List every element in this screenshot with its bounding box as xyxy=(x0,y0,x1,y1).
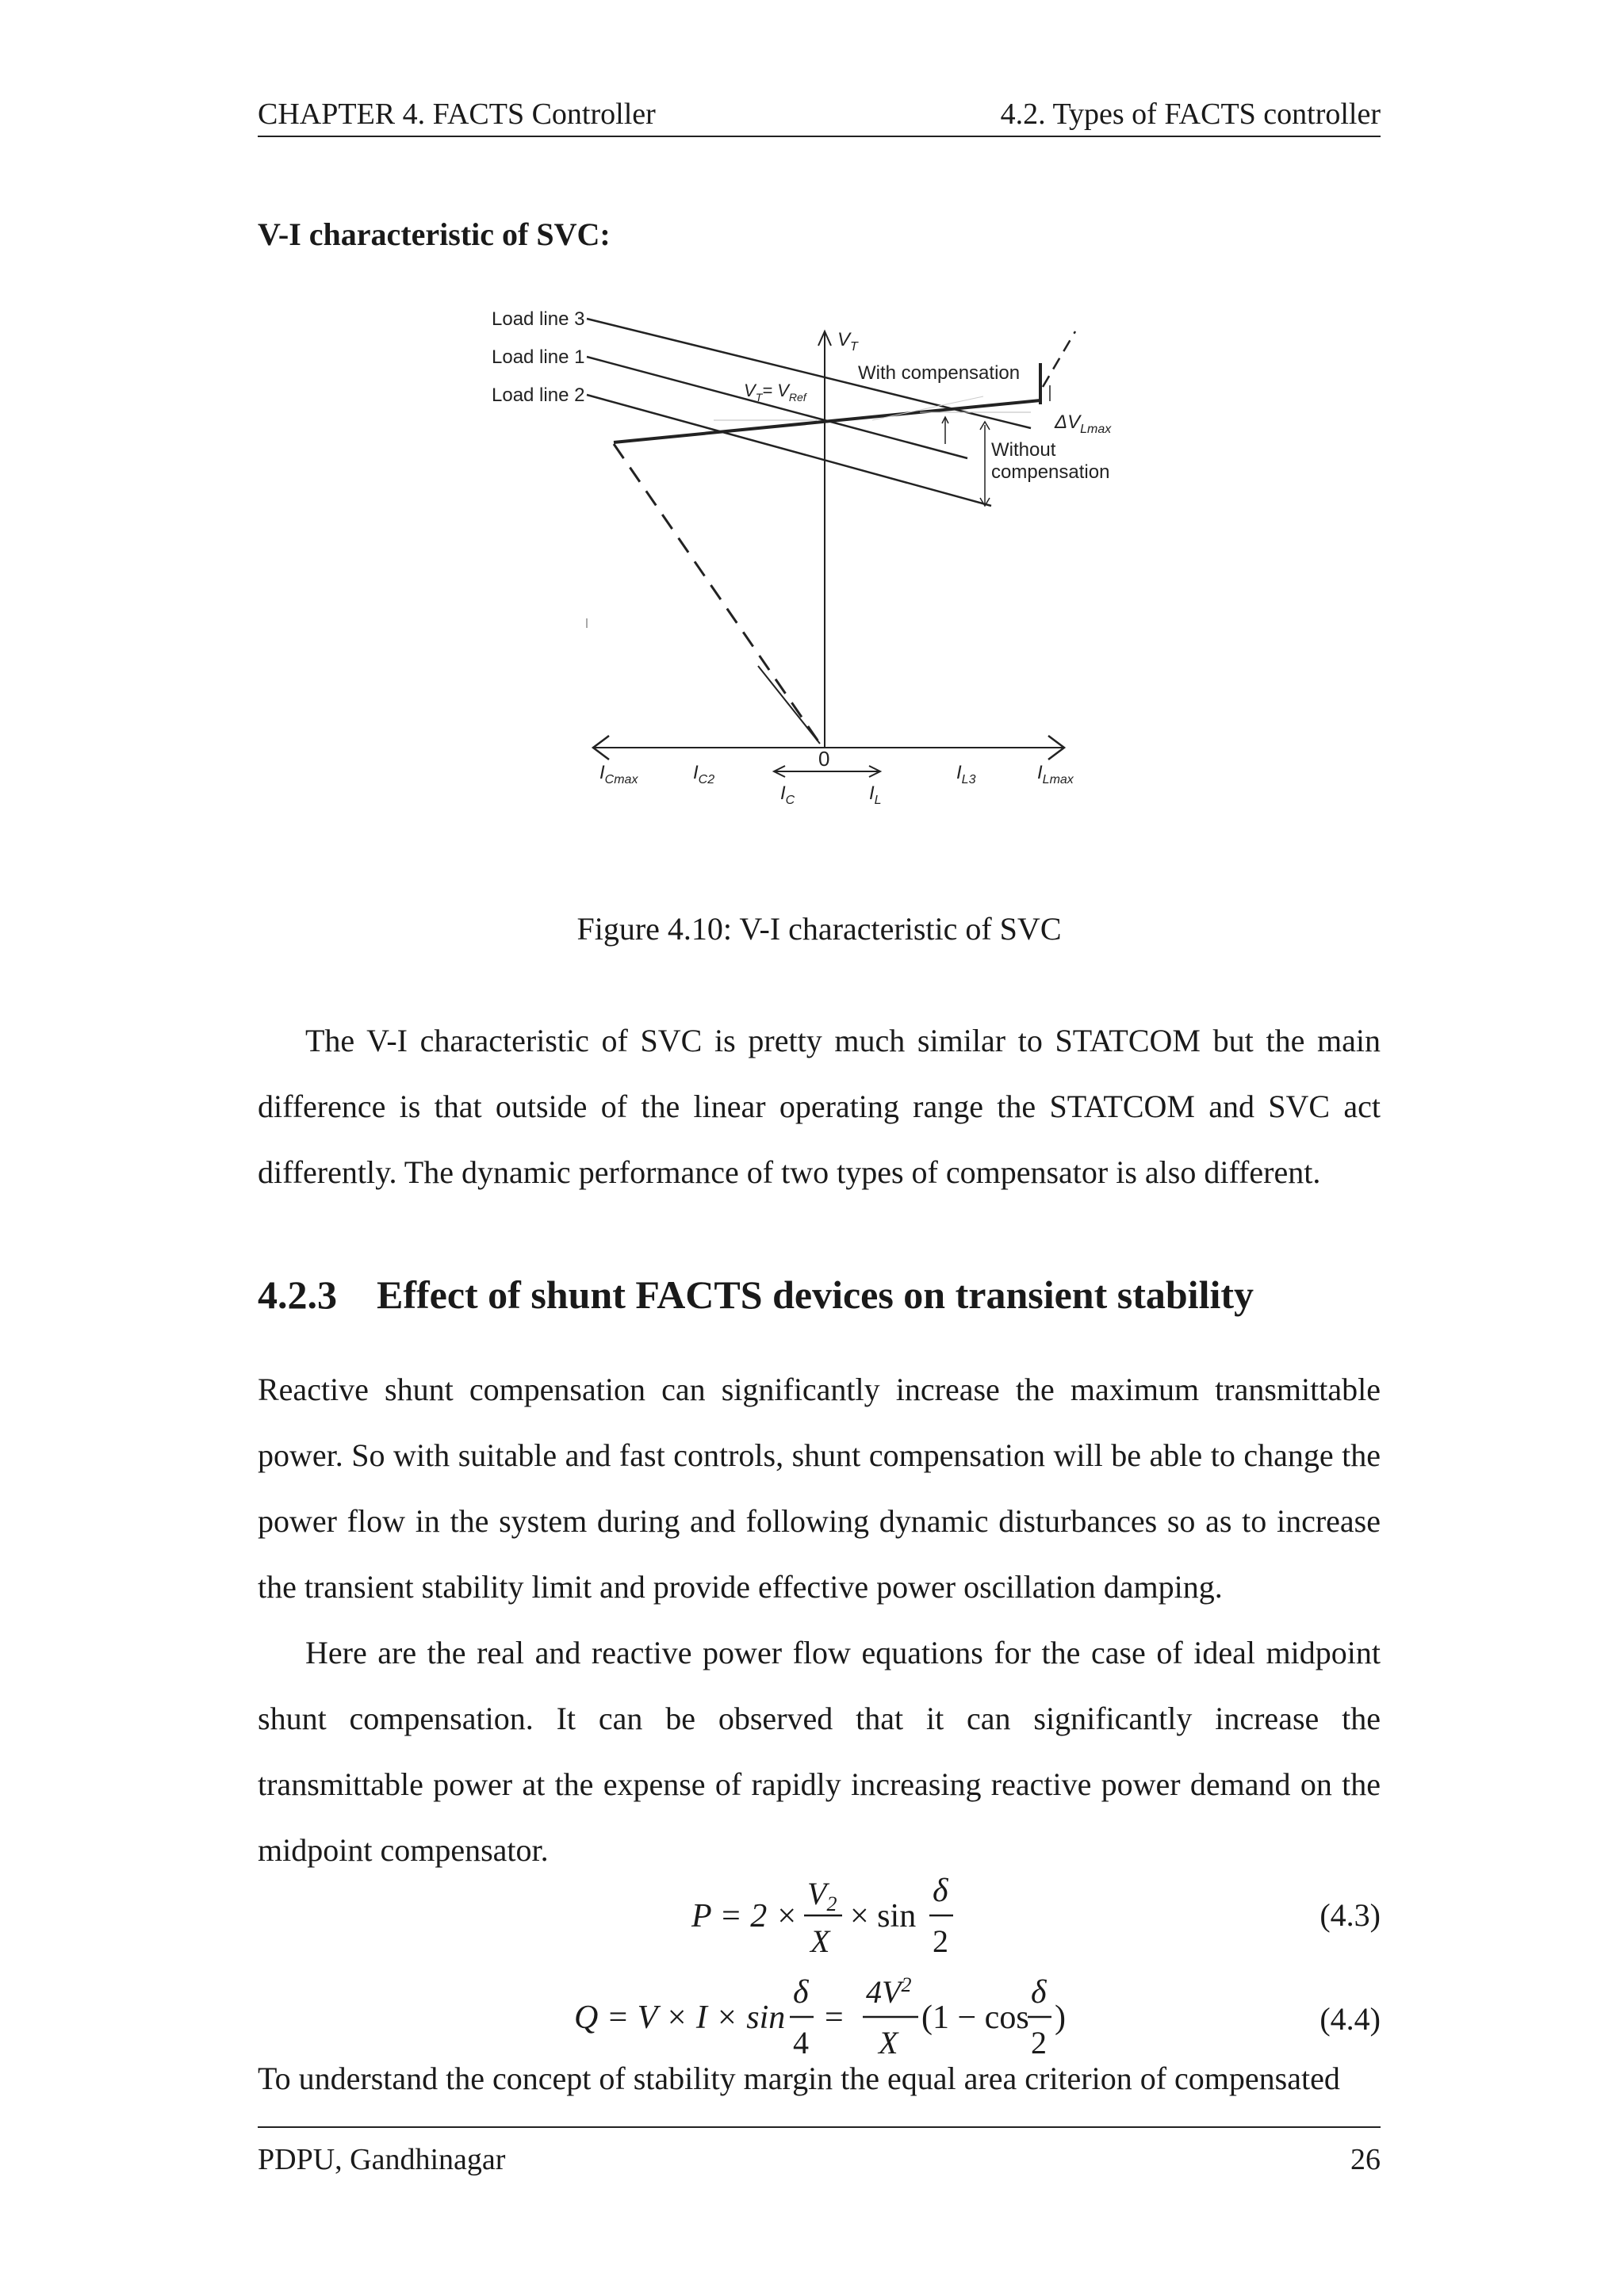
figure-caption: Figure 4.10: V-I characteristic of SVC xyxy=(576,911,1062,947)
svg-text:X: X xyxy=(810,1923,830,1959)
svg-text:2: 2 xyxy=(933,1923,948,1959)
svc-characteristic-line xyxy=(614,400,1040,442)
figure-heading: V-I characteristic of SVC: xyxy=(258,216,611,252)
svg-text:X: X xyxy=(879,2025,898,2061)
section-number: 4.2.3 xyxy=(258,1272,337,1317)
label-ilmax: $I_{Lmax}$ xyxy=(1037,762,1074,786)
svg-text:δ: δ xyxy=(933,1873,948,1909)
svg-text:Without xyxy=(991,439,1056,461)
equation-number-4-4: (4.4) xyxy=(1320,2001,1381,2037)
label-without-compensation-2: compensation xyxy=(991,461,1110,483)
label-zero: 0 xyxy=(818,747,830,771)
svg-text:δ: δ xyxy=(793,1974,809,2011)
svg-text:compensation xyxy=(991,461,1109,483)
label-load-line-2: Load line 2 xyxy=(492,385,585,406)
label-delta-vlmax: $\Delta V_{Lmax}$ xyxy=(1055,411,1112,436)
label-with-compensation: With compensation xyxy=(858,362,1021,384)
vi-characteristic-figure xyxy=(444,285,1189,809)
paragraph-svc-vs-statcom: The V-I characteristic of SVC is pretty much similar to STATCOM but the main difference is that outside of the linear operating range the STATCOM and SVC act differently. The dynamic performance of two types of compensator is also different. xyxy=(258,1023,1381,1190)
svg-text:4: 4 xyxy=(793,2025,809,2061)
section-heading xyxy=(258,1272,1254,1318)
footer-institution: PDPU, Gandhinagar xyxy=(258,2143,506,2176)
header-rule xyxy=(258,136,1381,137)
label-il3: $I_{L3}$ xyxy=(956,762,976,786)
capacitive-limit-dashed xyxy=(614,444,820,744)
svg-text:=: = xyxy=(825,1999,844,2036)
svg-text:× sin: × sin xyxy=(850,1898,917,1934)
label-vt-eq-vref: $V_T= V_{Ref}$ xyxy=(744,381,806,404)
svg-text:Load line 2 xyxy=(492,385,584,406)
svg-text:Load line 3 xyxy=(492,308,584,330)
equation-4-3 xyxy=(666,1863,1078,1966)
label-ic2: $I_{C2}$ xyxy=(693,762,715,786)
svg-text:(1 − cos: (1 − cos xyxy=(921,1999,1029,2036)
svg-text:With compensation xyxy=(858,362,1020,384)
label-vt: $V_T$ xyxy=(837,329,858,354)
paragraph-power-flow-equations: Here are the real and reactive power flow equations for the case of ideal midpoint shunt compensation. It can be observed that it can significantly increase the transmittable power at the expense of rapidly increasing reactive power demand on the midpoint compensator. xyxy=(258,1635,1381,1868)
paragraph-shunt-compensation: Reactive shunt compensation can significantly increase the maximum transmittable power. So with suitable and fast controls, shunt compensation will be able to change the power flow in the system during and following dynamic disturbances so as to increase the transient stability limit and provide effective power oscillation damping. xyxy=(258,1372,1381,1605)
svg-text:2: 2 xyxy=(1031,2025,1047,2061)
section-title: Effect of shunt FACTS devices on transient stability xyxy=(377,1272,1254,1317)
running-header-section: 4.2. Types of FACTS controller xyxy=(1000,98,1381,131)
svg-text:): ) xyxy=(1055,1999,1066,2036)
svg-text:P = 2 ×: P = 2 × xyxy=(691,1898,799,1934)
overload-dashed xyxy=(1043,331,1075,387)
label-il: $I_L$ xyxy=(869,783,882,807)
label-ic: $I_C$ xyxy=(780,783,795,807)
svg-text:Load line 1 xyxy=(492,346,584,368)
label-icmax: $I_{Cmax}$ xyxy=(599,762,638,786)
label-without-compensation-1: Without xyxy=(991,439,1056,461)
svg-text:Q = V × I × sin: Q = V × I × sin xyxy=(574,1999,786,2036)
page-number: 26 xyxy=(1350,2143,1381,2176)
equation-number-4-3: (4.3) xyxy=(1320,1897,1381,1933)
label-load-line-3: Load line 3 xyxy=(492,308,585,330)
svg-text:V2: $V_2$ xyxy=(807,1876,837,1915)
capacitive-limit-solid xyxy=(758,666,820,744)
footer-rule xyxy=(258,2126,1381,2128)
svg-text:δ: δ xyxy=(1031,1974,1047,2011)
svg-text:4V2: $4V^2$ xyxy=(866,1973,912,2010)
label-load-line-1: Load line 1 xyxy=(492,346,585,368)
running-header-chapter: CHAPTER 4. FACTS Controller xyxy=(258,98,656,131)
paragraph-stability-margin: To understand the concept of stability margin the equal area criterion of compensated xyxy=(258,2061,1340,2096)
